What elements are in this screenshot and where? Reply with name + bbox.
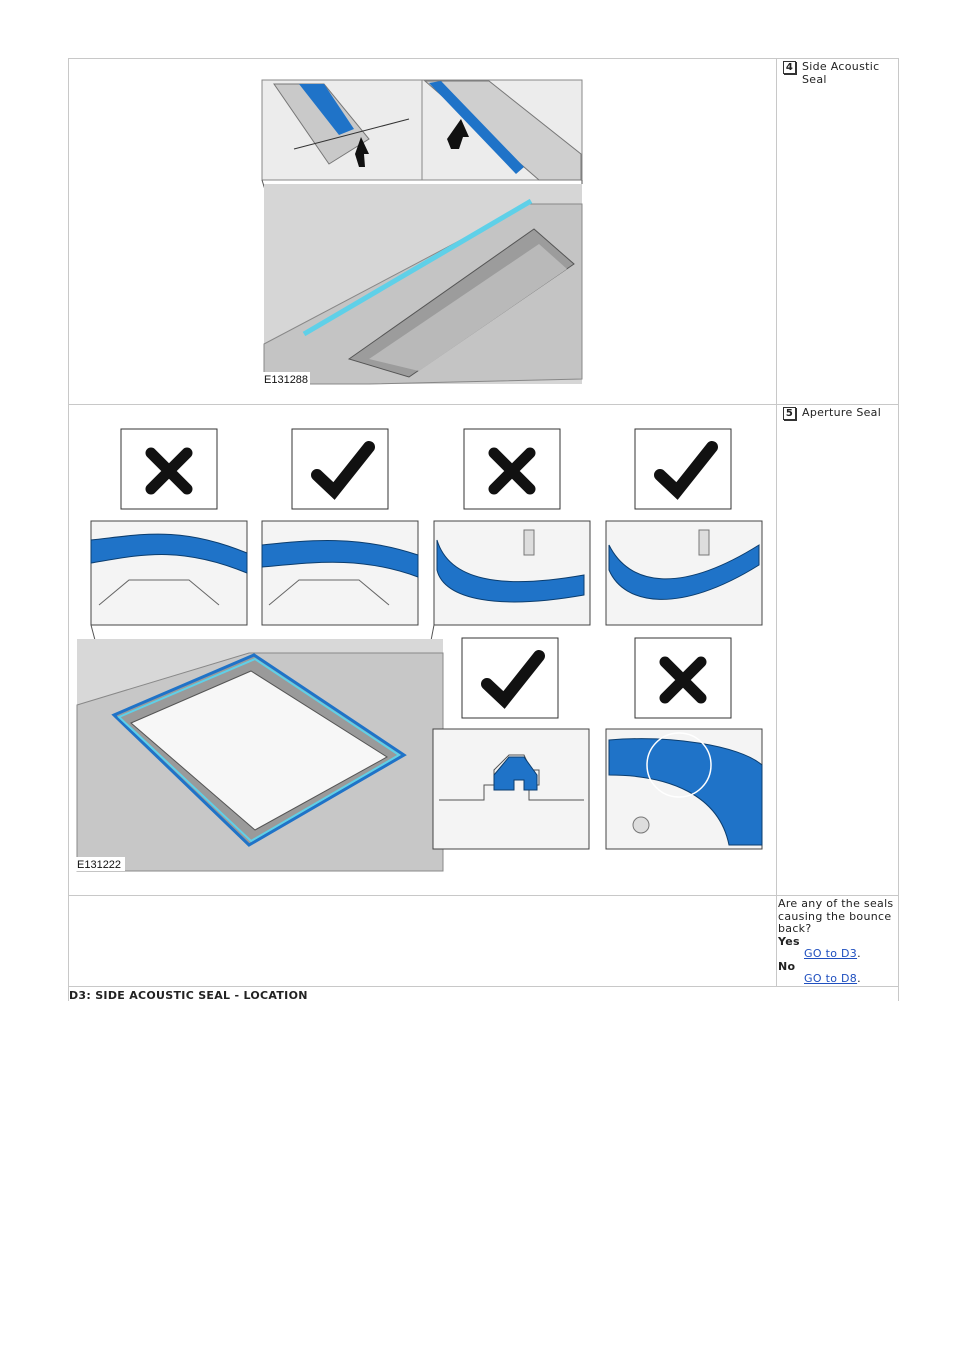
go-to-d3-link[interactable]: GO to D3 bbox=[804, 947, 858, 960]
status-box-3 bbox=[464, 429, 560, 509]
step-5-cell bbox=[777, 405, 899, 896]
step-4-cell bbox=[777, 59, 899, 405]
figure-id-label-2: E131222 bbox=[77, 859, 122, 871]
detail-panel-3 bbox=[434, 521, 590, 625]
step-label-side-acoustic-seal: Side Acoustic Seal bbox=[802, 60, 880, 86]
section-heading-cell bbox=[69, 986, 899, 1001]
question-text: Are any of the seals causing the bounce back? bbox=[778, 897, 894, 935]
detail-panel-1 bbox=[91, 521, 247, 625]
yes-label: Yes bbox=[778, 934, 800, 948]
status-box-1 bbox=[121, 429, 217, 509]
question-spacer-cell bbox=[69, 896, 777, 987]
section-heading: D3: SIDE ACOUSTIC SEAL - LOCATION bbox=[69, 988, 308, 1002]
detail-panel-4 bbox=[606, 521, 762, 625]
no-link-period: . bbox=[857, 972, 861, 985]
detail-panel-2 bbox=[262, 521, 418, 625]
status-box-2 bbox=[292, 429, 388, 509]
figure-id-label-1: E131288 bbox=[264, 374, 309, 386]
figure-cell-side-seal bbox=[69, 59, 777, 405]
question-cell bbox=[777, 896, 899, 987]
status-box-5 bbox=[462, 638, 558, 718]
no-label: No bbox=[778, 959, 796, 973]
step-label-aperture-seal: Aperture Seal bbox=[802, 406, 882, 419]
figure-cell-aperture-seal bbox=[69, 405, 777, 896]
detail-panel-6 bbox=[606, 729, 762, 849]
side-acoustic-seal-illustration bbox=[69, 59, 776, 404]
procedure-table bbox=[68, 58, 899, 1001]
step-number-5: 5 bbox=[783, 407, 796, 420]
status-box-6 bbox=[635, 638, 731, 718]
go-to-d8-link[interactable]: GO to D8 bbox=[804, 972, 858, 985]
yes-link-period: . bbox=[857, 947, 861, 960]
step-number-4: 4 bbox=[783, 61, 796, 74]
detail-panel-5 bbox=[433, 729, 589, 849]
aperture-seal-illustration bbox=[69, 405, 776, 895]
status-box-4 bbox=[635, 429, 731, 509]
